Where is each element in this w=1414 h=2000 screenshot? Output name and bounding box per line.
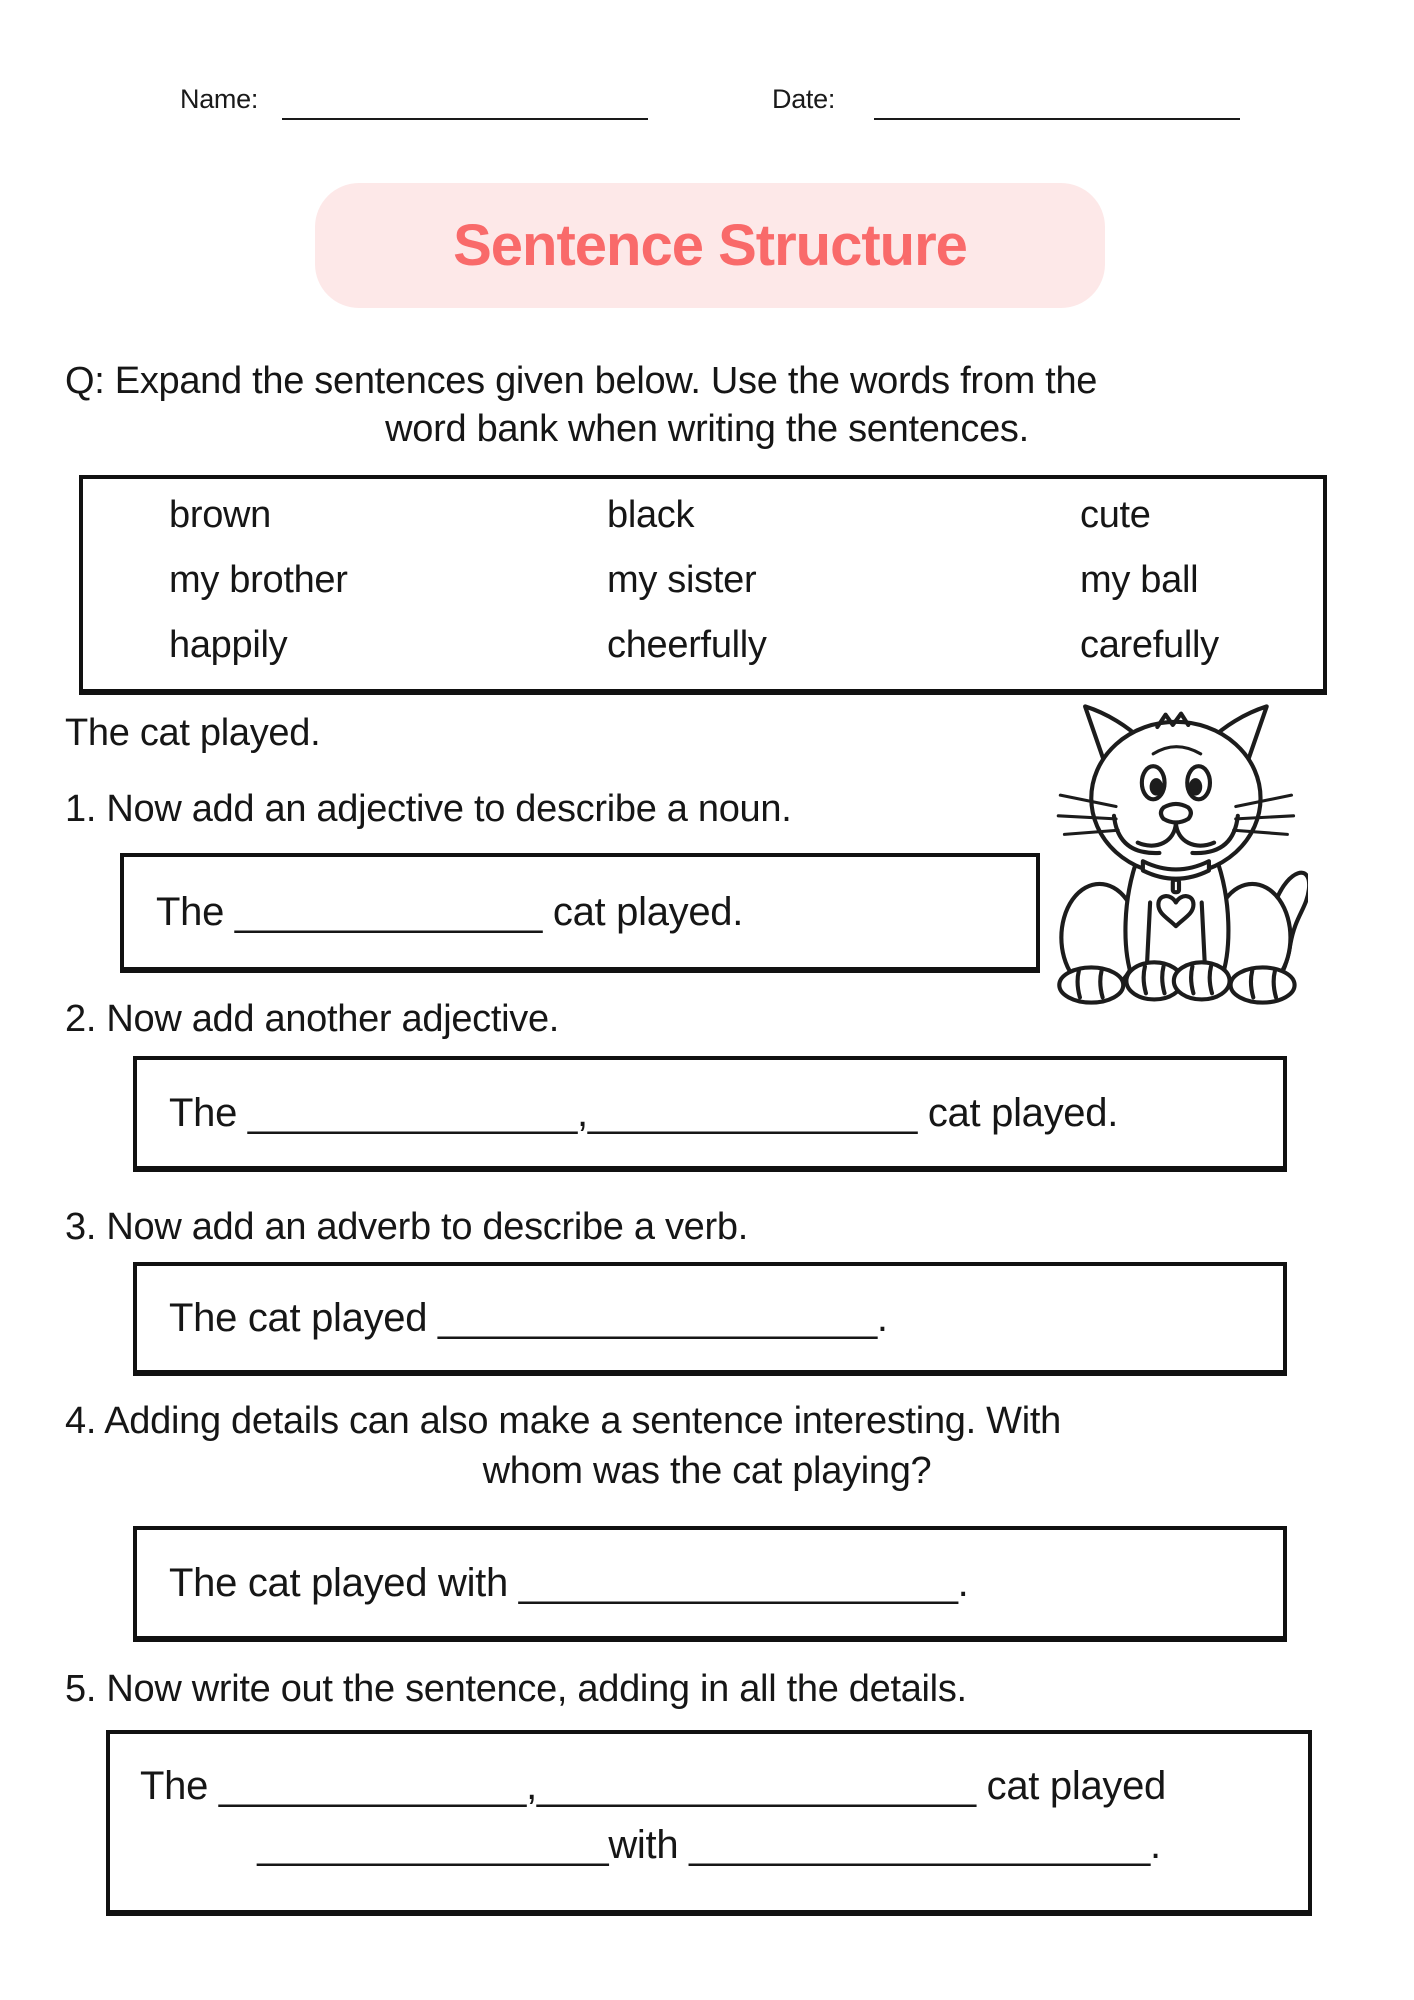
title-banner (315, 183, 1105, 308)
answer-sentence-4: The cat played with ____________________. (169, 1560, 969, 1605)
answer-box-3[interactable] (133, 1262, 1287, 1376)
word-bank-item: black (607, 494, 695, 536)
word-bank-item: brown (169, 494, 271, 536)
word-bank-item: cheerfully (607, 624, 767, 666)
answer-sentence-5-line-1: The ______________,____________________ cat played (140, 1764, 1166, 1808)
date-input-line[interactable] (874, 86, 1240, 120)
answer-box-5[interactable] (106, 1730, 1312, 1916)
answer-box-1[interactable] (120, 853, 1040, 973)
question-line-1: Q: Expand the sentences given below. Use the words from the (65, 360, 1098, 402)
answer-box-4[interactable] (133, 1526, 1287, 1642)
name-label: Name: (180, 84, 259, 114)
question-line-2: word bank when writing the sentences. (385, 408, 1029, 450)
prompt-1: 1. Now add an adjective to describe a noun. (65, 788, 792, 830)
word-bank-item: carefully (1080, 624, 1219, 666)
prompt-4-line-2: whom was the cat playing? (482, 1450, 932, 1492)
answer-sentence-1: The ______________ cat played. (156, 889, 744, 934)
word-bank (79, 475, 1327, 695)
cat-illustration (1050, 700, 1308, 1010)
date-label: Date: (772, 84, 836, 114)
word-bank-item: happily (169, 624, 288, 666)
word-bank-item: my sister (607, 559, 757, 601)
prompt-2: 2. Now add another adjective. (65, 998, 560, 1040)
answer-sentence-5-line-2: ________________with _____________________. (257, 1823, 1161, 1867)
prompt-3: 3. Now add an adverb to describe a verb. (65, 1206, 748, 1248)
prompt-4-line-1: 4. Adding details can also make a sentence interesting. With (65, 1400, 1061, 1442)
answer-sentence-3: The cat played ____________________. (169, 1295, 888, 1340)
word-bank-item: my ball (1080, 559, 1199, 601)
name-input-line[interactable] (282, 86, 648, 120)
word-bank-item: my brother (169, 559, 348, 601)
word-bank-item: cute (1080, 494, 1151, 536)
base-sentence: The cat played. (65, 712, 321, 754)
page-title: Sentence Structure (453, 213, 967, 278)
answer-sentence-2: The _______________,_______________ cat played. (169, 1090, 1119, 1135)
prompt-5: 5. Now write out the sentence, adding in all the details. (65, 1668, 967, 1710)
answer-box-2[interactable] (133, 1056, 1287, 1172)
